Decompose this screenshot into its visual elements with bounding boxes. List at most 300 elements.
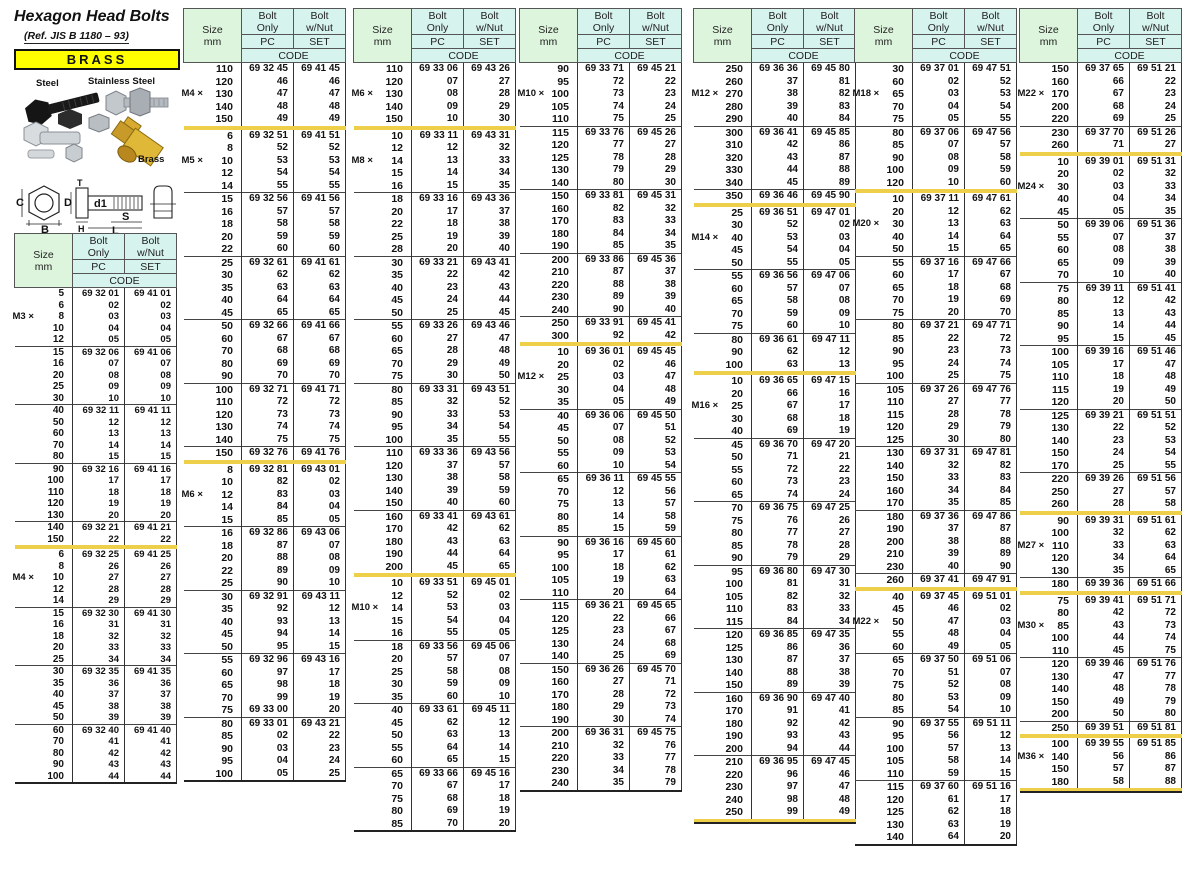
table-row	[855, 177, 1017, 192]
table-row	[1020, 63, 1182, 76]
set-code-cell: 32	[1130, 168, 1182, 181]
size-cell: 14	[15, 595, 73, 607]
table-row	[855, 101, 1017, 114]
set-code-cell: 77	[630, 752, 682, 765]
pc-code-cell: 93	[242, 616, 294, 629]
set-code-cell: 67	[294, 333, 346, 346]
set-code-cell: 04	[125, 323, 177, 335]
bolt-wnut-header: Bolt w/Nut	[125, 234, 177, 260]
table-row	[354, 497, 516, 510]
pc-code-cell: 77	[752, 527, 804, 540]
pc-code-cell: 79	[578, 164, 630, 177]
table-row	[15, 300, 177, 312]
pc-code-cell: 69 32 11	[73, 405, 125, 417]
set-code-cell: 69 51 01	[965, 589, 1017, 604]
table-row	[1020, 607, 1182, 620]
size-cell: 10	[354, 575, 412, 590]
size-cell: 60	[354, 333, 412, 346]
set-code-cell: 69 47 20	[804, 438, 856, 451]
set-code-cell: 69 41 01	[125, 288, 177, 300]
set-code-cell: 47	[1130, 359, 1182, 372]
set-code-cell: 34	[1130, 193, 1182, 206]
table-row	[855, 510, 1017, 523]
pc-code-cell: 05	[913, 113, 965, 126]
pc-code-cell: 69 32 86	[242, 527, 294, 540]
dim-label-s: S	[122, 211, 130, 223]
size-cell: 28	[354, 243, 412, 256]
bolt-wnut-header: Bolt w/Nut	[294, 9, 346, 35]
pc-code-cell: 42	[1078, 607, 1130, 620]
set-code-cell: 69 41 51	[294, 128, 346, 143]
set-code-cell: 47	[804, 781, 856, 794]
set-code-cell: 69 51 85	[1130, 736, 1182, 751]
pc-code-cell: 69 36 11	[578, 473, 630, 486]
table-row	[354, 590, 516, 603]
table-row	[15, 701, 177, 713]
size-cell: 25	[184, 256, 242, 269]
set-code-cell: 69 45 85	[804, 126, 856, 139]
size-cell: 180	[855, 510, 913, 523]
size-cell: 140	[1020, 435, 1078, 448]
size-cell: 70	[520, 486, 578, 499]
table-row	[15, 678, 177, 690]
size-cell: 190	[855, 523, 913, 536]
table-row	[184, 628, 346, 641]
set-code-cell: 04	[294, 501, 346, 514]
set-code-cell: 69 43 56	[464, 447, 516, 460]
size-cell: M27 × 110	[1020, 540, 1078, 553]
pc-code-cell: 15	[412, 180, 464, 193]
size-cell: 95	[520, 76, 578, 89]
set-code-cell: 05	[804, 257, 856, 270]
set-code-cell: 64	[294, 294, 346, 307]
set-code-cell: 26	[125, 561, 177, 573]
table-row	[855, 113, 1017, 126]
set-code-cell: 49	[630, 396, 682, 409]
pc-code-cell: 71	[1078, 139, 1130, 154]
set-code-cell: 69 47 35	[804, 629, 856, 642]
set-code-cell: 69	[630, 650, 682, 663]
table-row	[520, 317, 682, 330]
size-cell: 50	[1020, 219, 1078, 232]
table-row	[354, 282, 516, 295]
pc-code-cell: 24	[578, 638, 630, 651]
pc-code-cell: 83	[242, 489, 294, 502]
table-row	[855, 460, 1017, 473]
set-code-cell: 60	[464, 497, 516, 510]
set-code-cell: 50	[464, 370, 516, 383]
table-row	[184, 294, 346, 307]
set-code-cell: 69 47 61	[965, 191, 1017, 206]
size-cell: 70	[184, 692, 242, 705]
table-row	[354, 76, 516, 89]
pc-code-cell: 52	[412, 590, 464, 603]
pc-code-cell: 58	[242, 218, 294, 231]
table-row	[354, 691, 516, 704]
table-row	[1020, 396, 1182, 409]
table-row	[694, 629, 856, 642]
set-code-cell: 29	[125, 595, 177, 607]
size-cell: M10 × 14	[354, 602, 412, 615]
pc-code-cell: 97	[242, 667, 294, 680]
size-cell: 125	[520, 152, 578, 165]
set-code-cell: 15	[125, 451, 177, 463]
table-row	[855, 743, 1017, 756]
set-code-cell: 38	[1130, 244, 1182, 257]
pc-code-cell: 82	[578, 203, 630, 216]
size-cell: 120	[15, 498, 73, 510]
set-code-cell: 54	[464, 421, 516, 434]
pc-code-cell: 14	[412, 167, 464, 180]
pc-code-cell: 72	[752, 464, 804, 477]
set-code-cell: 18	[294, 679, 346, 692]
table-row	[184, 590, 346, 603]
size-cell: 140	[520, 177, 578, 190]
size-cell: 100	[184, 383, 242, 396]
table-row	[1020, 540, 1182, 553]
pc-code-cell: 35	[412, 434, 464, 447]
pc-code-cell: 42	[752, 139, 804, 152]
size-cell: 150	[184, 113, 242, 128]
size-cell: 230	[520, 291, 578, 304]
table-row	[694, 476, 856, 489]
set-code-cell: 69 41 16	[125, 463, 177, 475]
bolt-code-table	[183, 8, 346, 782]
pc-code-cell: 69 33 81	[578, 190, 630, 203]
set-code-cell: 08	[464, 666, 516, 679]
table-row	[520, 714, 682, 727]
set-code-cell: 65	[294, 307, 346, 320]
table-row	[855, 717, 1017, 730]
set-code-cell: 54	[630, 460, 682, 473]
pc-code-cell: 69 32 25	[73, 547, 125, 561]
table-row	[855, 536, 1017, 549]
set-code-cell: 69	[294, 358, 346, 371]
size-cell: 160	[1020, 76, 1078, 89]
set-code-cell: 65	[464, 561, 516, 576]
table-row	[520, 663, 682, 676]
set-code-cell: 22	[1130, 76, 1182, 89]
set-code-cell: 69 47 45	[804, 756, 856, 769]
size-cell: 210	[520, 266, 578, 279]
pc-code-cell: 69 32 71	[242, 383, 294, 396]
table-row	[855, 768, 1017, 781]
set-code-cell: 09	[965, 692, 1017, 705]
table-row	[1020, 320, 1182, 333]
table-row	[855, 126, 1017, 139]
size-cell: 90	[855, 717, 913, 730]
pc-code-cell: 58	[752, 295, 804, 308]
table-row	[184, 654, 346, 667]
table-row	[15, 619, 177, 631]
set-code-cell: 15	[294, 641, 346, 654]
size-cell: 130	[15, 510, 73, 522]
size-cell: 15	[184, 193, 242, 206]
pc-code-cell: 18	[73, 487, 125, 499]
size-cell: 60	[855, 76, 913, 89]
table-row	[694, 654, 856, 667]
set-code-cell: 07	[965, 667, 1017, 680]
set-code-cell: 38	[804, 667, 856, 680]
table-row	[354, 320, 516, 333]
set-code-cell: 69 43 06	[294, 527, 346, 540]
table-row	[15, 440, 177, 452]
table-row	[694, 320, 856, 333]
size-cell: 80	[184, 717, 242, 730]
pc-code-cell: 53	[913, 692, 965, 705]
size-cell: 120	[1020, 658, 1078, 671]
table-row	[520, 498, 682, 511]
size-cell: 140	[15, 522, 73, 534]
pc-code-cell: 28	[412, 345, 464, 358]
pc-code-cell: 88	[578, 279, 630, 292]
size-cell: 65	[354, 767, 412, 780]
pc-code-cell: 79	[752, 552, 804, 565]
set-code-cell: 55	[965, 113, 1017, 126]
pc-code-cell: 69 39 06	[1078, 219, 1130, 232]
size-cell: 160	[354, 510, 412, 523]
pc-code-cell: 69 32 56	[242, 193, 294, 206]
size-header: Size mm	[15, 234, 73, 288]
pc-code-cell: 08	[412, 88, 464, 101]
size-cell: 140	[520, 650, 578, 663]
table-row	[15, 346, 177, 358]
size-header: Size mm	[354, 9, 412, 63]
set-code-cell: 57	[1130, 486, 1182, 499]
size-cell: 20	[354, 206, 412, 219]
set-code-cell: 69 41 25	[125, 547, 177, 561]
set-code-cell: 24	[630, 101, 682, 114]
table-row	[694, 502, 856, 515]
set-code-cell: 42	[464, 269, 516, 282]
table-row	[354, 243, 516, 256]
size-cell: 80	[694, 527, 752, 540]
size-cell: 160	[855, 485, 913, 498]
size-cell: 50	[184, 641, 242, 654]
pc-code-cell: 95	[242, 641, 294, 654]
set-code-cell: 69 51 21	[1130, 63, 1182, 76]
size-cell: 60	[520, 460, 578, 473]
set-code-cell: 67	[965, 269, 1017, 282]
size-cell: 65	[855, 654, 913, 667]
size-cell: 150	[694, 679, 752, 692]
size-cell: 210	[855, 548, 913, 561]
pc-code-cell: 69 39 11	[1078, 282, 1130, 295]
size-cell: 95	[520, 549, 578, 562]
set-code-cell: 73	[294, 409, 346, 422]
pc-code-cell: 10	[412, 113, 464, 128]
set-code-cell: 12	[965, 730, 1017, 743]
size-cell: M4 × 130	[184, 88, 242, 101]
set-code-cell: 17	[294, 667, 346, 680]
set-code-cell: 46	[294, 76, 346, 89]
size-cell: 120	[1020, 396, 1078, 409]
pc-code-cell: 84	[578, 228, 630, 241]
size-cell: 150	[855, 472, 913, 485]
size-cell: 85	[520, 523, 578, 536]
table-row	[184, 396, 346, 409]
pc-code-cell: 69 37 45	[913, 589, 965, 604]
set-code-cell: 39	[1130, 257, 1182, 270]
set-code-cell: 69 45 41	[630, 317, 682, 330]
table-row	[15, 417, 177, 429]
size-cell: 20	[15, 370, 73, 382]
pc-code-cell: 23	[913, 345, 965, 358]
pc-code-cell: 96	[752, 769, 804, 782]
set-code-cell: 13	[965, 743, 1017, 756]
size-cell: 95	[1020, 333, 1078, 346]
set-code-cell: 69 45 45	[630, 344, 682, 359]
table-row	[1020, 206, 1182, 219]
set-code-cell: 19	[125, 498, 177, 510]
thread-label: M6 ×	[351, 88, 373, 99]
bolt-only-header: Bolt Only	[73, 234, 125, 260]
stainless-steel-label: Stainless Steel	[88, 76, 156, 87]
size-cell: 150	[1020, 63, 1078, 76]
size-cell: 115	[855, 409, 913, 422]
table-row	[855, 523, 1017, 536]
table-row	[184, 333, 346, 346]
bolt-table-column-2	[183, 8, 346, 782]
size-cell: 80	[520, 511, 578, 524]
size-cell: 170	[1020, 460, 1078, 473]
set-code-cell: 79	[965, 421, 1017, 434]
size-cell: 85	[855, 139, 913, 152]
table-row	[694, 283, 856, 296]
size-cell: 16	[184, 206, 242, 219]
set-code-cell: 39	[125, 712, 177, 724]
set-code-cell: 43	[1130, 308, 1182, 321]
pc-code-cell: 63	[752, 359, 804, 374]
size-cell: 20	[354, 653, 412, 666]
set-code-cell: 69 51 16	[965, 781, 1017, 794]
size-cell: M20 × 30	[855, 218, 913, 231]
pc-code-cell: 32	[578, 740, 630, 753]
table-row	[15, 323, 177, 335]
set-code-cell: 82	[804, 88, 856, 101]
pc-code-cell: 45	[752, 177, 804, 190]
pc-code-cell: 63	[242, 282, 294, 295]
table-row	[694, 425, 856, 438]
size-cell: 125	[1020, 409, 1078, 422]
size-cell: M22 × 170	[1020, 88, 1078, 101]
table-row	[354, 510, 516, 523]
set-code-cell: 53	[965, 88, 1017, 101]
size-cell: 130	[1020, 565, 1078, 578]
set-code-cell: 62	[630, 562, 682, 575]
size-cell: 50	[520, 435, 578, 448]
set-code-cell: 89	[965, 548, 1017, 561]
bolt-table-column-4	[519, 8, 682, 792]
size-cell: 110	[15, 487, 73, 499]
size-cell: 90	[520, 63, 578, 76]
size-cell: 260	[1020, 139, 1078, 154]
table-row	[855, 358, 1017, 371]
table-row	[520, 359, 682, 372]
size-cell: 110	[855, 396, 913, 409]
set-code-cell: 80	[1130, 708, 1182, 721]
table-row	[1020, 154, 1182, 169]
size-cell: 260	[694, 76, 752, 89]
size-cell: 25	[184, 577, 242, 590]
table-row	[354, 434, 516, 447]
size-cell: 140	[1020, 683, 1078, 696]
set-code-cell: 74	[1130, 632, 1182, 645]
size-cell: 45	[15, 701, 73, 713]
size-cell: 170	[855, 497, 913, 510]
set-code-cell: 75	[965, 370, 1017, 383]
size-cell: 150	[1020, 763, 1078, 776]
set-code-cell: 47	[294, 88, 346, 101]
size-cell: 95	[694, 565, 752, 578]
pc-code-cell: 69 32 06	[73, 346, 125, 358]
size-cell: 75	[855, 113, 913, 126]
size-cell: 35	[15, 678, 73, 690]
table-row	[354, 447, 516, 460]
table-row	[184, 679, 346, 692]
table-row	[855, 794, 1017, 807]
pc-code-cell: 69 37 11	[913, 191, 965, 206]
size-cell: 120	[354, 460, 412, 473]
set-code-cell: 38	[464, 218, 516, 231]
set-code-cell: 40	[464, 243, 516, 256]
size-cell: 90	[15, 759, 73, 771]
size-cell: M3 × 8	[15, 311, 73, 323]
table-row	[520, 113, 682, 126]
set-code-cell: 02	[464, 590, 516, 603]
pc-code-cell: 67	[752, 400, 804, 413]
table-row	[354, 370, 516, 383]
pc-code-cell: 40	[752, 113, 804, 126]
pc-code-cell: 02	[73, 300, 125, 312]
set-code-cell: 43	[804, 730, 856, 743]
set-code-cell: 10	[965, 704, 1017, 717]
pc-code-cell: 69 39 21	[1078, 409, 1130, 422]
table-row	[184, 113, 346, 128]
size-cell: 90	[184, 743, 242, 756]
set-code-cell: 64	[630, 587, 682, 600]
pc-code-cell: 47	[242, 88, 294, 101]
size-cell: M5 × 10	[184, 155, 242, 168]
pc-code-cell: 52	[242, 142, 294, 155]
table-row	[15, 689, 177, 701]
set-header: SET	[125, 260, 177, 274]
pc-code-cell: 32	[913, 460, 965, 473]
set-code-cell: 69 51 81	[1130, 721, 1182, 736]
table-row	[694, 730, 856, 743]
set-code-cell: 03	[965, 616, 1017, 629]
thread-label: M27 ×	[1017, 539, 1045, 551]
pc-code-cell: 59	[242, 231, 294, 244]
pc-code-cell: 69 37 21	[913, 320, 965, 333]
table-row	[855, 243, 1017, 256]
pc-code-cell: 69 36 95	[752, 756, 804, 769]
table-row	[855, 447, 1017, 460]
size-cell: 100	[855, 164, 913, 177]
size-cell: 180	[520, 701, 578, 714]
pc-code-cell: 24	[412, 294, 464, 307]
table-row	[184, 540, 346, 553]
pc-code-cell: 09	[1078, 257, 1130, 270]
table-row	[1020, 632, 1182, 645]
table-row	[184, 358, 346, 371]
table-row	[855, 88, 1017, 101]
pc-code-cell: 24	[913, 358, 965, 371]
pc-code-cell: 53	[752, 232, 804, 245]
size-cell: 20	[184, 231, 242, 244]
pc-code-cell: 17	[412, 206, 464, 219]
size-cell: 75	[1020, 282, 1078, 295]
